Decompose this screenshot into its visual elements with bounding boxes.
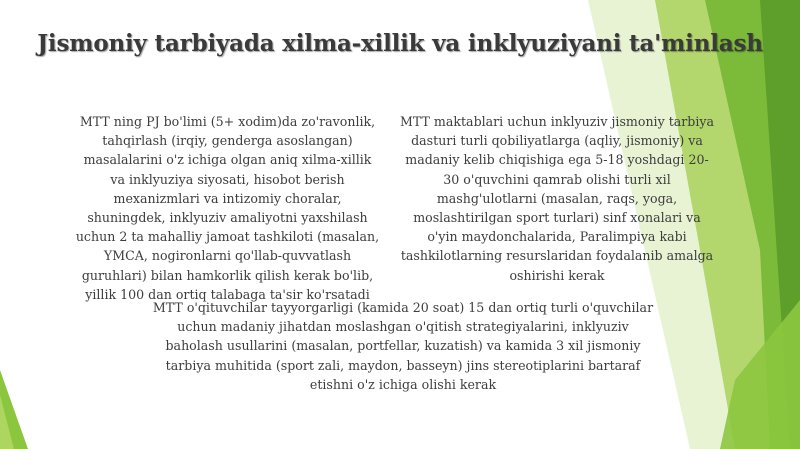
bottom-text-block: MTT o'qituvchilar tayyorgarligi (kamida 20 soat) 15 dan ortiq turli o'quvchilar uchun madaniy jihatdan moslashgan o'qitish strategiyalarini, inklyuziv baholash usullarini (masalan, portfellar, kuzatish) va kamida 3 xil jismoniy tarbiya muhitida (sport zali, maydon, basseyn) jins stereotiplarini bartaraf etishni o'z ichiga olishi kerak bbox=[152, 300, 654, 392]
left-text-block: MTT ning PJ bo'limi (5+ xodim)da zo'ravonlik, tahqirlash (irqiy, genderga asoslangan) masalalarini o'z ichiga olgan aniq xilma-xillik va inklyuziya siyosati, hisobot berish mexanizmlari va intizomiy choralar, shuningdek, inklyuziv amaliyotni yaxshilash uchun 2 ta mahalliy jamoat tashkiloti (masalan, YMCA, nogironlarni qo'llab-quvvatlash guruhlari) bilan hamkorlik qilish kerak bo'lib, yillik 100 dan ortiq talabaga ta'sir ko'rsatadi bbox=[75, 114, 380, 302]
slide-title: Jismoniy tarbiyada xilma-xillik va inklyuziyani ta'minlash bbox=[37, 30, 763, 57]
right-text-block: MTT maktablari uchun inklyuziv jismoniy tarbiya dasturi turli qobiliyatlarga (aqliy, jismoniy) va madaniy kelib chiqishiga ega 5-18 yoshdagi 20-30 o'quvchini qamrab olishi turli xil mashg'ulotlarni (masalan, raqs, yoga, moslashtirilgan sport turlari) sinf xonalari va o'yin maydonchalarida, Paralimpiya kabi tashkilotlarning resurslaridan foydalanib amalga oshirishi kerak bbox=[399, 114, 714, 283]
